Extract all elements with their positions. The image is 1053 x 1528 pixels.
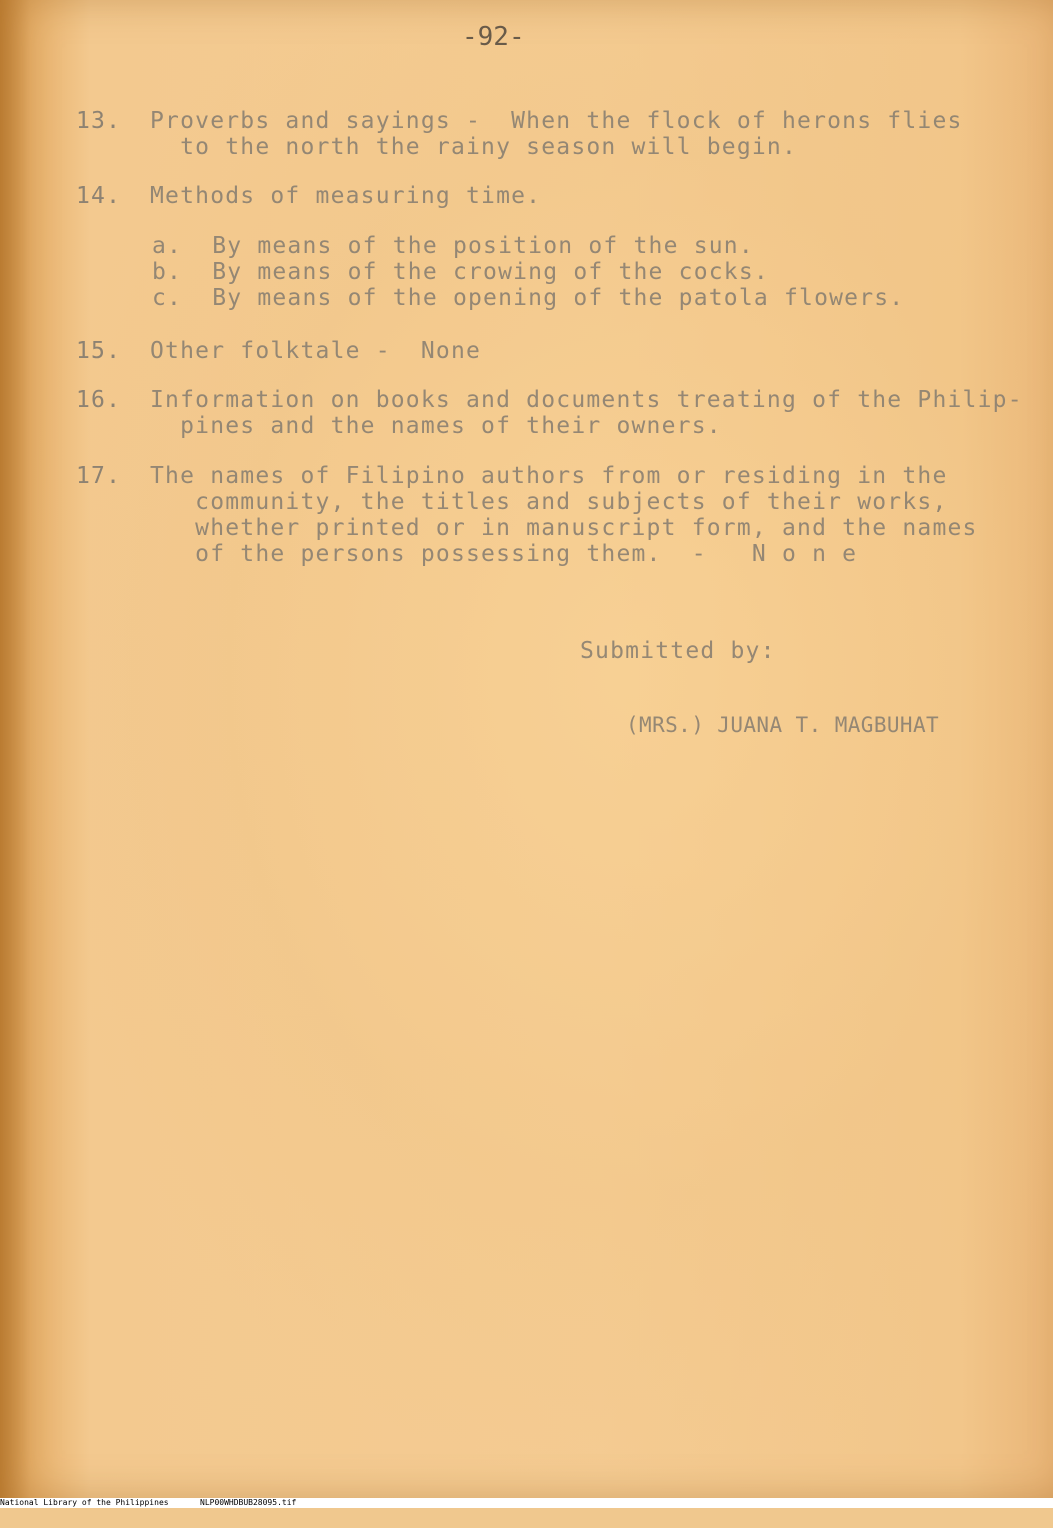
item-16-line-1: Information on books and documents treating of the Philip- [150,387,1023,413]
scan-footer [0,1498,1053,1508]
footer-library: National Library of the Philippines [0,1498,169,1507]
item-17-line-1: The names of Filipino authors from or residing in the [150,463,948,489]
item-14-number: 14. [76,183,122,209]
item-17-line-2: community, the titles and subjects of their works, [150,489,948,515]
item-17-line-3: whether printed or in manuscript form, and the names [150,515,978,541]
footer-file: NLP00WHDBUB28095.tif [200,1498,297,1507]
submitted-by-label: Submitted by: [580,638,776,664]
page-number: -92- [462,22,525,52]
item-16-line-2: pines and the names of their owners. [150,413,722,439]
item-17-line-4: of the persons possessing them. - N o n e [150,541,858,567]
item-17-number: 17. [76,463,122,489]
item-13-line-2: to the north the rainy season will begin. [150,134,798,160]
item-13-number: 13. [76,108,122,134]
item-14-subitem-a: a. By means of the position of the sun. [152,233,754,259]
item-14-subitem-b: b. By means of the crowing of the cocks. [152,259,769,285]
item-13-line-1: Proverbs and sayings - When the flock of herons flies [150,108,963,134]
item-14-line-1: Methods of measuring time. [150,183,542,209]
item-16-number: 16. [76,387,122,413]
item-15-number: 15. [76,338,122,364]
submitter-name: (MRS.) JUANA T. MAGBUHAT [626,713,940,737]
item-15-line-1: Other folktale - None [150,338,482,364]
item-14-subitem-c: c. By means of the opening of the patola flowers. [152,285,905,311]
